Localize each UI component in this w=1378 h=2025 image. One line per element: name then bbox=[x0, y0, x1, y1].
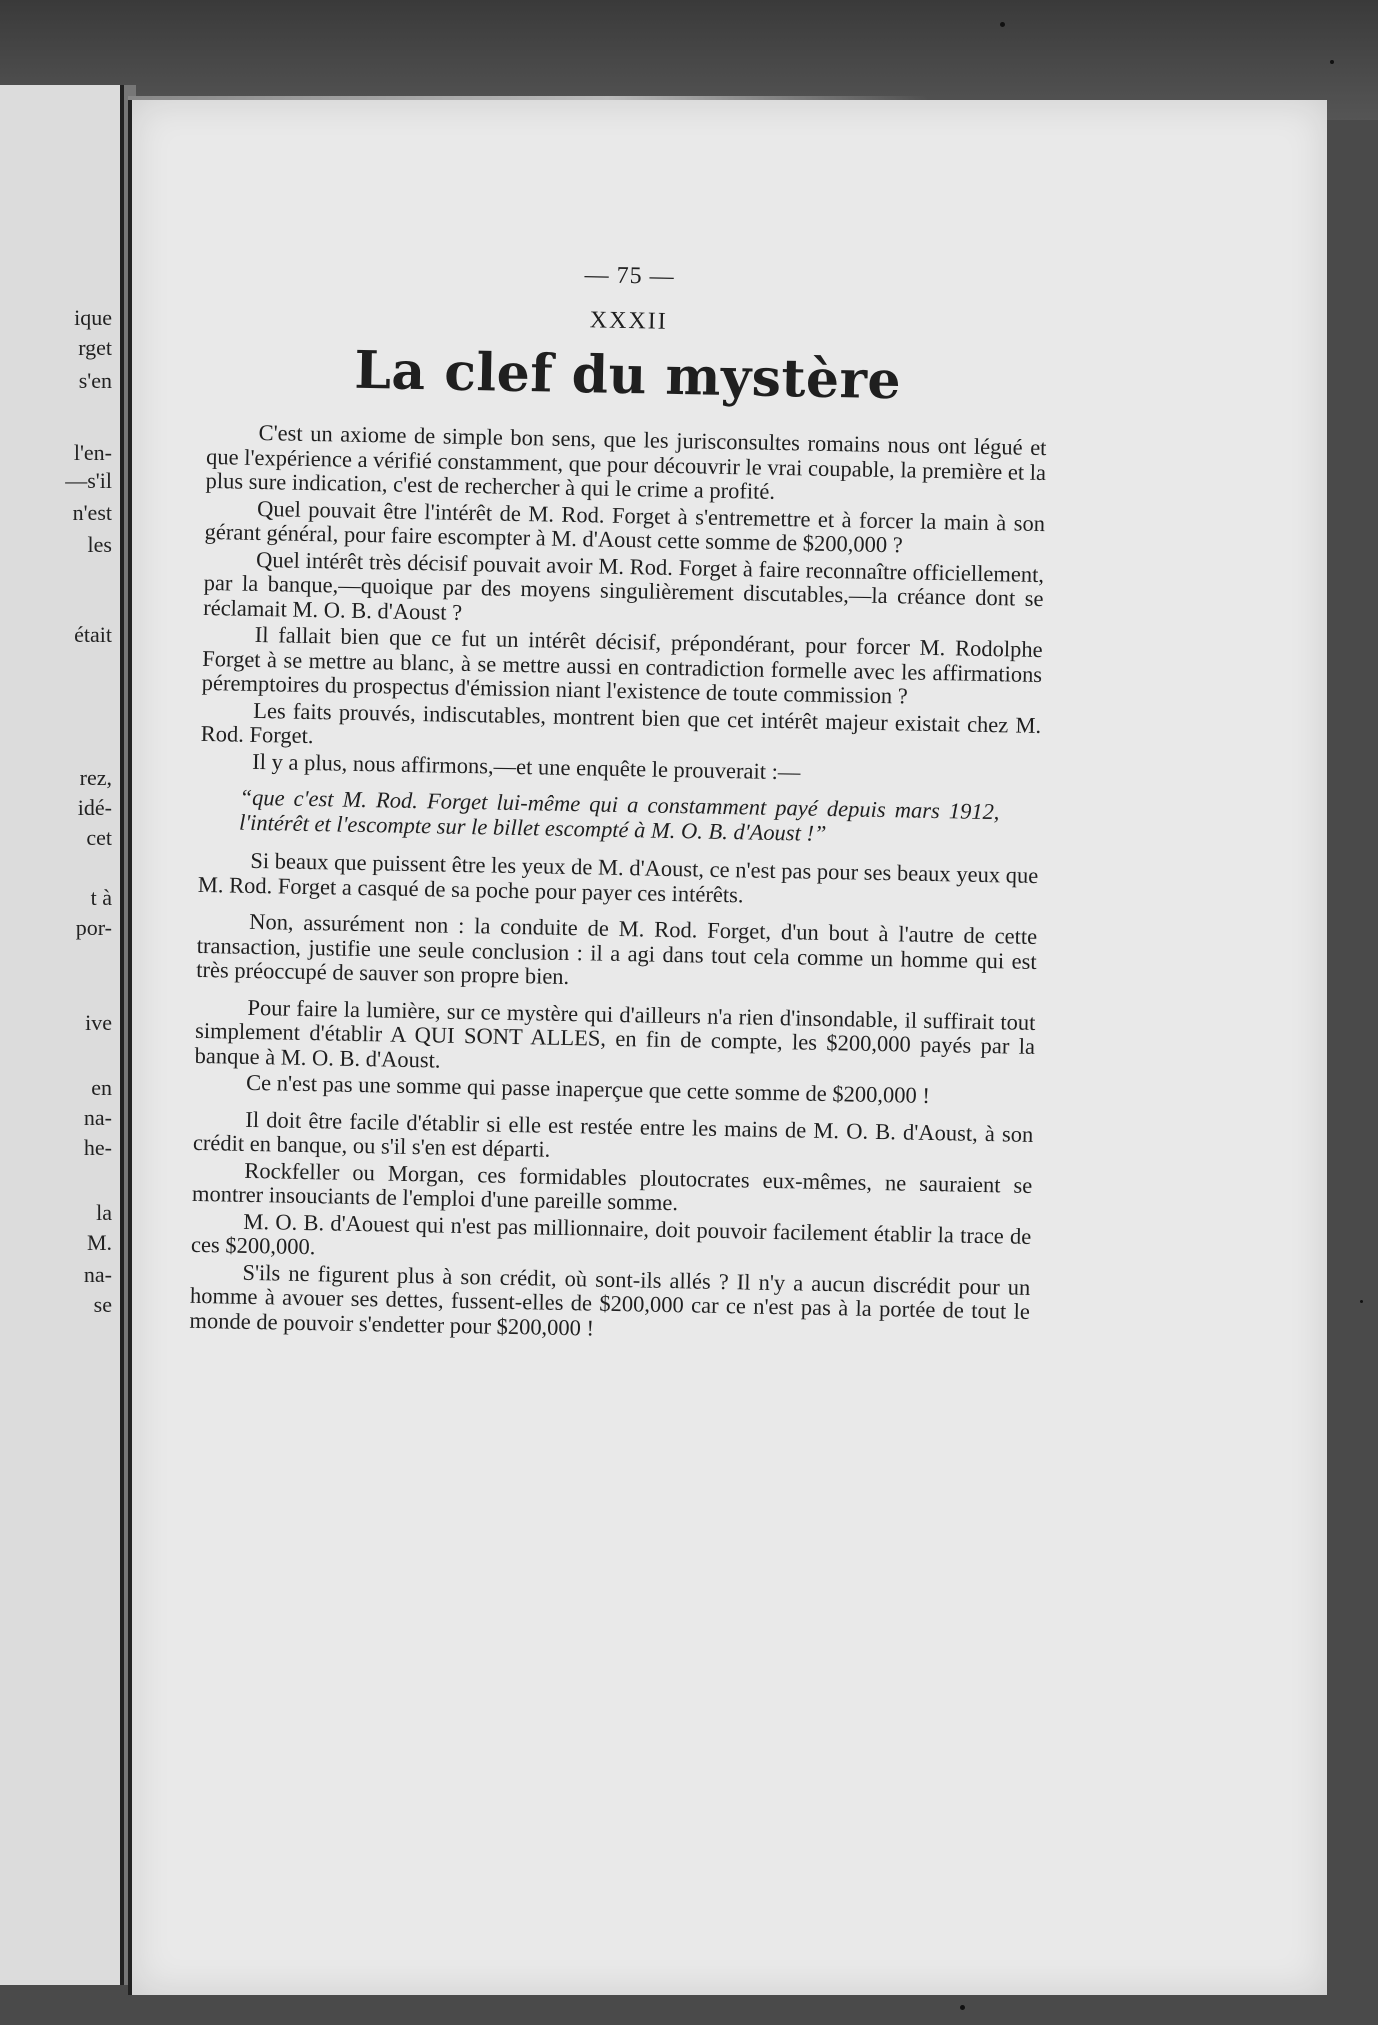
previous-page-text-fragment: rez, bbox=[79, 765, 112, 790]
previous-page-text-fragment: les bbox=[87, 532, 112, 557]
previous-page-text-fragment: cet bbox=[86, 825, 112, 850]
previous-page-text-fragment: he- bbox=[83, 1135, 112, 1160]
previous-page-text-fragment: la bbox=[96, 1200, 112, 1225]
paragraph: Les faits prouvés, indiscutables, montrent bien que cet intérêt majeur existait chez M. Rod. Forget. bbox=[200, 697, 1042, 749]
film-speck bbox=[1330, 60, 1334, 64]
quotation: “que c'est M. Rod. Forget lui-même qui a constamment payé depuis mars 1912, l'intérêt et l'escompte sur le billet escompté à M. O. B. d'Aoust !” bbox=[238, 784, 1000, 846]
previous-page-text-fragment: —s'il bbox=[65, 468, 112, 493]
paragraph: Il fallait bien que ce fut un intérêt décisif, prépondérant, pour forcer M. Rodolphe Forget à se mettre au blanc, à se mettre aussi en contradiction formelle avec les affirmations péremptoires du prospectus d'émission niant l'existence de toute commission ? bbox=[201, 621, 1043, 709]
film-speck bbox=[1000, 22, 1005, 27]
paragraph: Pour faire la lumière, sur ce mystère qui d'ailleurs n'a rien d'insondable, il suffirait tout simplement d'établir A QUI SONT ALLES, en fin de compte, les $200,000 payés par la banque à M. O. B. d'Aoust. bbox=[194, 994, 1036, 1073]
chapter-number: XXXII bbox=[589, 307, 669, 335]
film-speck bbox=[1360, 1300, 1363, 1303]
previous-page-text-fragment: n'est bbox=[72, 500, 112, 525]
chapter-title: La clef du mystère bbox=[353, 339, 902, 412]
previous-page-text-fragment: était bbox=[74, 622, 112, 647]
previous-page-text-fragment: por- bbox=[75, 915, 112, 940]
paragraph: Rockfeller ou Morgan, ces formidables ploutocrates eux-mêmes, ne sauraient se montrer insouciants de l'emploi d'une pareille somme. bbox=[191, 1157, 1033, 1216]
paragraph: Si beaux que puissent être les yeux de M. d'Aoust, ce n'est pas pour ses beaux yeux que M. Rod. Forget a casqué de sa poche pour payer ces intérêts. bbox=[197, 847, 1039, 907]
previous-page-text-fragment: en bbox=[91, 1075, 112, 1100]
previous-page-edge bbox=[0, 85, 124, 1985]
film-speck bbox=[960, 2005, 965, 2010]
paragraph: Non, assurément non : la conduite de M. Rod. Forget, d'un bout à l'autre de cette transaction, justifie une seule conclusion : il a agi dans tout cela comme un homme qui est très préoccupé de sauver son propre bien. bbox=[196, 908, 1038, 990]
previous-page-text-fragment: rget bbox=[78, 335, 112, 360]
paragraph: Il doit être facile d'établir si elle est restée entre les mains de M. O. B. d'Aoust, à son crédit en banque, ou s'il s'en est départi. bbox=[192, 1106, 1034, 1162]
page-content bbox=[189, 255, 1050, 1351]
previous-page-text-fragment: M. bbox=[86, 1230, 112, 1255]
paragraph: M. O. B. d'Aouest qui n'est pas millionnaire, doit pouvoir facilement établir la trace de ces $200,000. bbox=[190, 1208, 1032, 1260]
previous-page-text-fragment: na- bbox=[83, 1262, 112, 1287]
paragraph: Quel intérêt très décisif pouvait avoir M. Rod. Forget à faire reconnaître officiellement, par la banque,—quoique par des moyens singulièrement discutables,—la créance dont se réclamait M. O. B. d'Aoust ? bbox=[203, 546, 1045, 625]
previous-page-text-fragment: se bbox=[93, 1292, 112, 1317]
previous-page-text-fragment: idé- bbox=[77, 795, 112, 820]
previous-page-text-fragment: l'en- bbox=[73, 440, 112, 465]
previous-page-text-fragment: t à bbox=[90, 885, 112, 910]
page-number: — 75 — bbox=[584, 262, 675, 290]
paragraph: Ce n'est pas une somme qui passe inaperçue que cette somme de $200,000 ! bbox=[245, 1069, 931, 1108]
previous-page-text-fragment: ive bbox=[85, 1010, 112, 1035]
paragraph: Quel pouvait être l'intérêt de M. Rod. Forget à s'entremettre et à forcer la main à son gérant général, pour faire escompter à M. d'Aoust cette somme de $200,000 ? bbox=[204, 495, 1046, 558]
previous-page-text-fragment: s'en bbox=[78, 368, 112, 393]
previous-page-text-fragment: na- bbox=[83, 1105, 112, 1130]
paragraph: Il y a plus, nous affirmons,—et une enquête le prouverait :— bbox=[252, 748, 801, 784]
paragraph: S'ils ne figurent plus à son crédit, où sont-ils allés ? Il n'y a aucun discrédit pour un homme à avouer ses dettes, fussent-elles de $200,000 car ce n'est pas à la portée de tout le monde de pouvoir s'endetter pour $200,000 ! bbox=[189, 1259, 1031, 1341]
paragraph: C'est un axiome de simple bon sens, que les jurisconsultes romains nous ont légué et que l'expérience a vérifié constamment, que pour découvrir le vrai coupable, la première et la plus sure indication, c'est de rechercher à qui le crime a profité. bbox=[205, 419, 1047, 504]
previous-page-text-fragment: ique bbox=[74, 305, 112, 330]
